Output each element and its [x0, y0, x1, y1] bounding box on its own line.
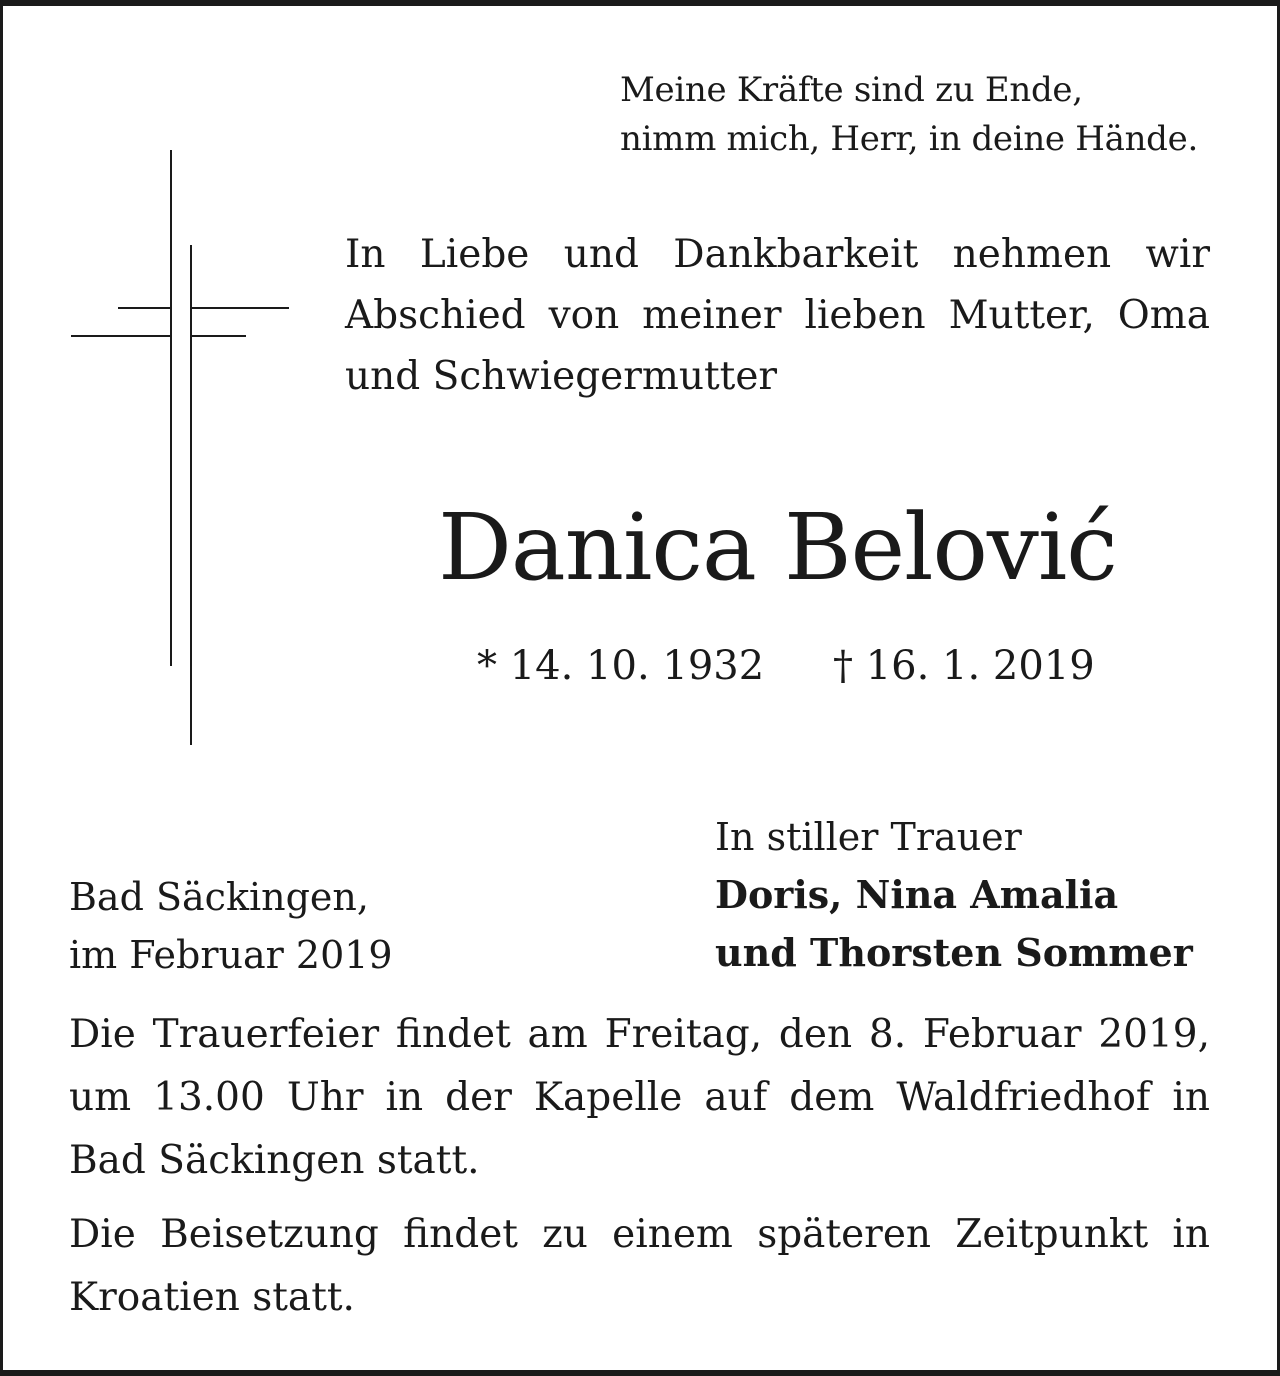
place-line-2: im Februar 2019 [69, 933, 393, 977]
mourners [715, 808, 1193, 982]
mourners-line-2: und Thorsten Sommer [715, 930, 1193, 975]
place-line-1: Bad Säckingen, [69, 875, 369, 919]
place-date [69, 868, 393, 984]
burial-info: Die Beisetzung findet zu einem späteren Zeitpunkt in Kroatien statt. [69, 1212, 1210, 1320]
verse-line-2: nimm mich, Herr, in deine Hände. [620, 119, 1198, 159]
intro-text: In Liebe und Dankbarkeit nehmen wir Abschied von meiner lieben Mutter, Oma und Schwiegermutter [345, 232, 1210, 399]
ceremony-info: Die Trauerfeier findet am Freitag, den 8. Februar 2019, um 13.00 Uhr in der Kapelle auf dem Waldfriedhof in Bad Säckingen statt. [69, 1012, 1210, 1183]
death-date: † 16. 1. 2019 [833, 643, 1095, 689]
bible-verse [620, 66, 1240, 164]
mourners-heading: In stiller Trauer [715, 815, 1022, 859]
verse-line-1: Meine Kräfte sind zu Ende, [620, 70, 1083, 110]
birth-date: * 14. 10. 1932 [477, 643, 765, 689]
deceased-name: Danica Belović [438, 494, 1117, 601]
mourners-line-1: Doris, Nina Amalia [715, 872, 1119, 917]
